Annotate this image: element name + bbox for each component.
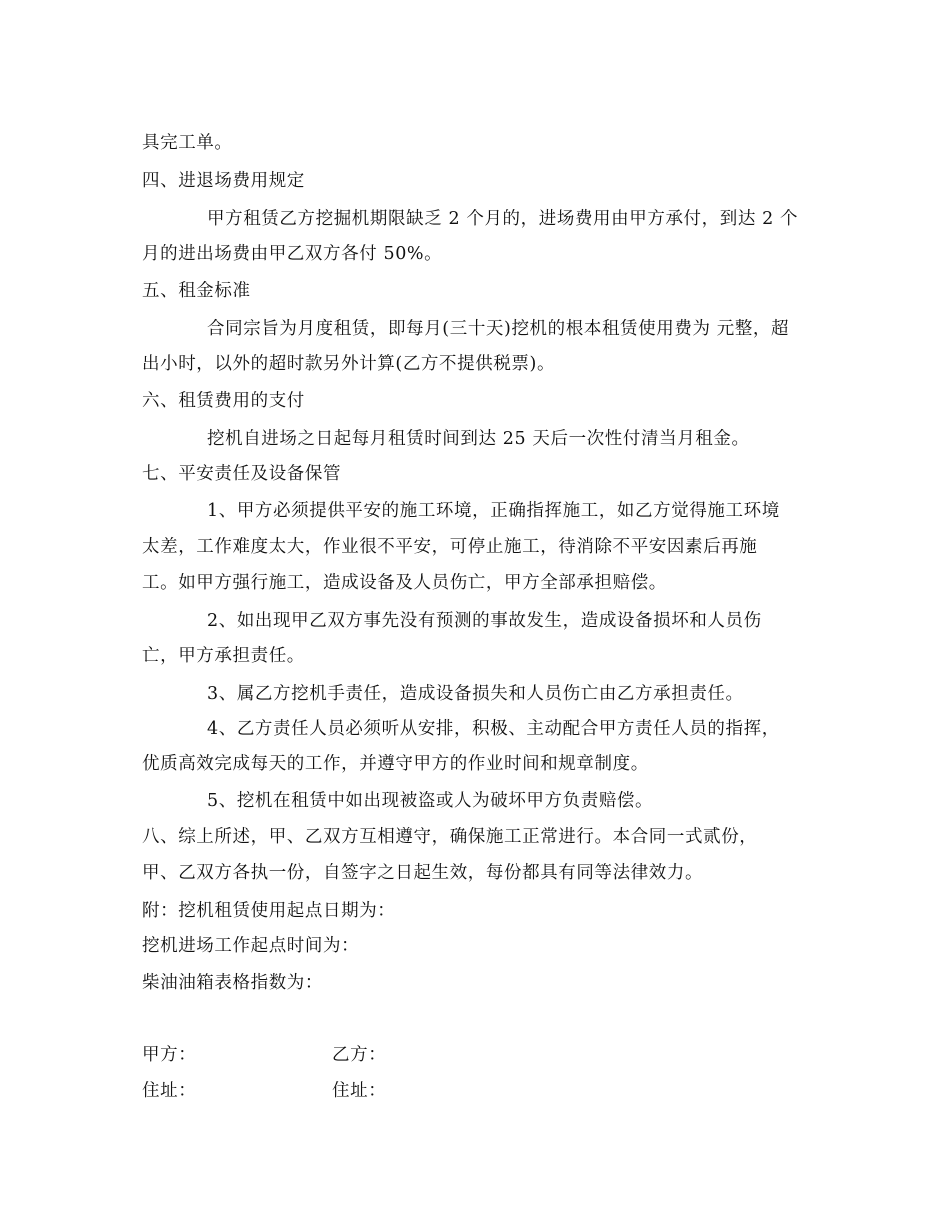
text-line: 月的进出场费由甲乙双方各付 50%。 xyxy=(142,244,443,264)
text-line: 挖机自进场之日起每月租赁时间到达 25 天后一次性付清当月租金。 xyxy=(207,429,750,449)
text-line: 合同宗旨为月度租赁，即每月(三十天)挖机的根本租赁使用费为 元整，超 xyxy=(207,319,790,339)
text-line: 四、进退场费用规定 xyxy=(142,171,305,191)
party-a-label: 甲方： xyxy=(142,1045,197,1065)
text-line: 出小时，以外的超时款另外计算(乙方不提供税票)。 xyxy=(142,354,556,374)
text-line: 六、租赁费用的支付 xyxy=(142,391,305,411)
party-a-address-label: 住址： xyxy=(142,1081,197,1101)
text-line: 2、如出现甲乙双方事先没有预测的事故发生，造成设备损坏和人员伤 xyxy=(207,611,762,631)
text-line: 4、乙方责任人员必须听从安排，积极、主动配合甲方责任人员的指挥， xyxy=(207,719,780,739)
text-line: 3、属乙方挖机手责任，造成设备损失和人员伤亡由乙方承担责任。 xyxy=(207,684,744,704)
text-line: 七、平安责任及设备保管 xyxy=(142,464,342,484)
text-line: 五、租金标准 xyxy=(142,281,251,301)
text-line: 5、挖机在租赁中如出现被盗或人为破坏甲方负责赔偿。 xyxy=(207,791,654,811)
text-line: 具完工单。 xyxy=(142,133,233,153)
text-line: 优质高效完成每天的工作，并遵守甲方的作业时间和规章制度。 xyxy=(142,754,649,774)
text-line: 甲、乙双方各执一份，自签字之日起生效，每份都具有同等法律效力。 xyxy=(142,863,704,883)
text-line: 亡，甲方承担责任。 xyxy=(142,646,305,666)
text-line: 工。如甲方强行施工，造成设备及人员伤亡，甲方全部承担赔偿。 xyxy=(142,573,667,593)
party-b-label: 乙方： xyxy=(332,1045,387,1065)
text-line: 附：挖机租赁使用起点日期为： xyxy=(142,901,396,921)
party-b-address-label: 住址： xyxy=(332,1081,387,1101)
text-line: 甲方租赁乙方挖掘机期限缺乏 2 个月的，进场费用由甲方承付，到达 2 个 xyxy=(207,209,799,229)
text-line: 太差，工作难度太大，作业很不平安，可停止施工，待消除不平安因素后再施 xyxy=(142,537,758,557)
text-line: 柴油油箱表格指数为： xyxy=(142,973,323,993)
text-line: 1、甲方必须提供平安的施工环境，正确指挥施工，如乙方觉得施工环境 xyxy=(207,501,780,521)
text-line: 八、综上所述，甲、乙双方互相遵守，确保施工正常进行。本合同一式贰份， xyxy=(142,827,758,847)
text-line: 挖机进场工作起点时间为： xyxy=(142,936,360,956)
